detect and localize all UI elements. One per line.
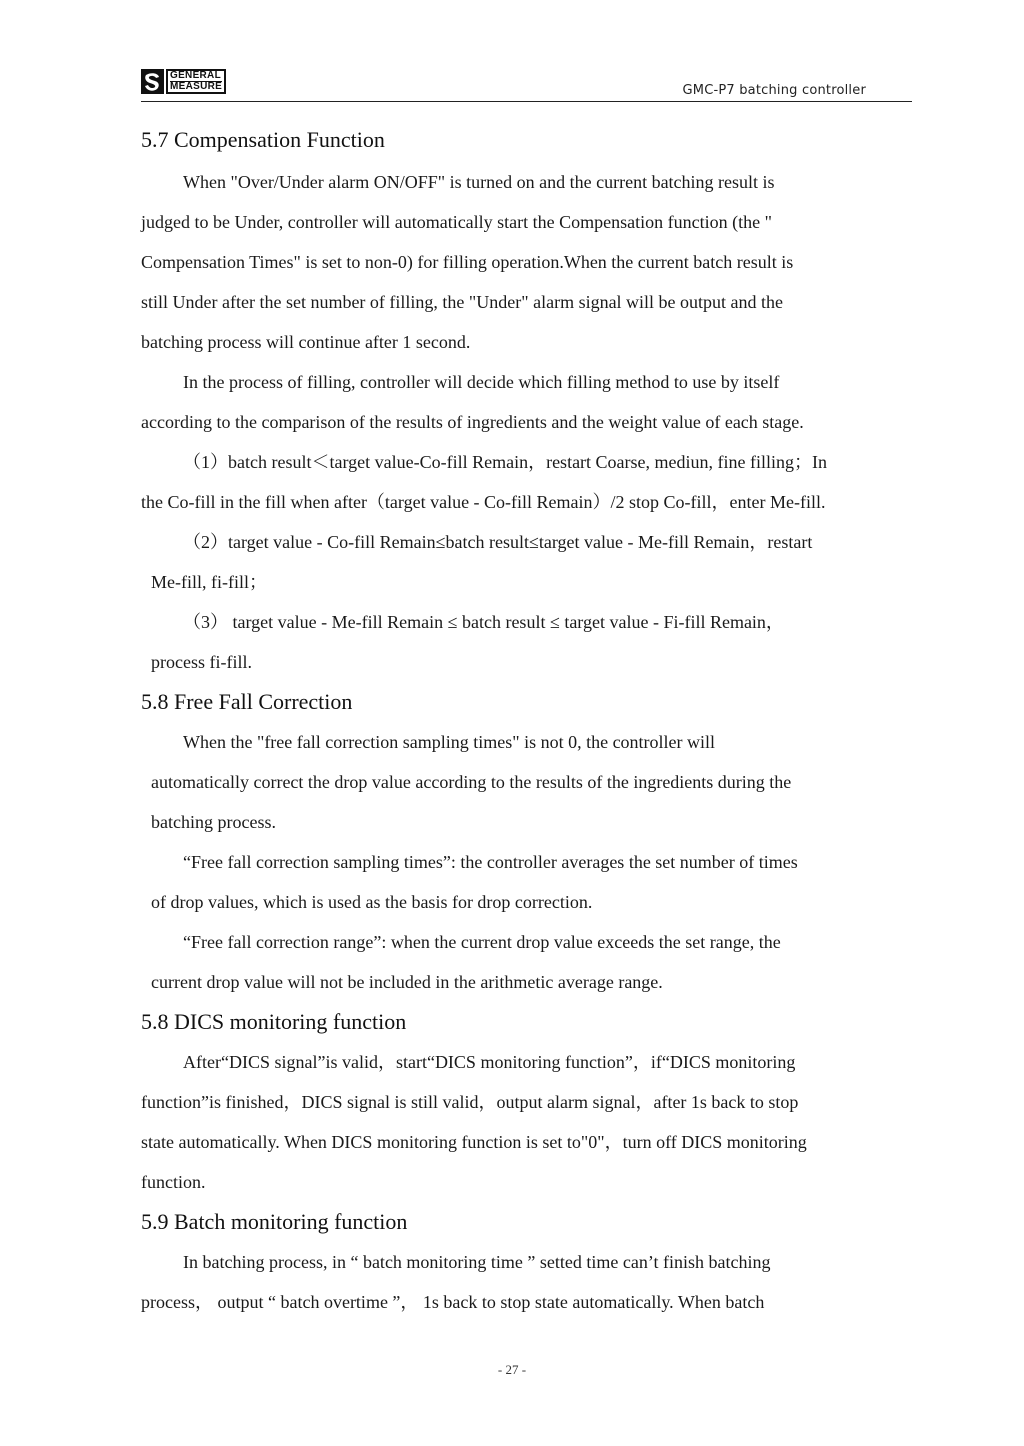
section-heading-5-7: 5.7 Compensation Function: [141, 127, 385, 152]
text-line: （2）target value - Co-fill Remain≤batch result≤target value - Me-fill Remain，restart: [183, 532, 813, 552]
logo-line-measure: MEASURE: [170, 81, 223, 92]
text-line: （3） target value - Me-fill Remain ≤ batch result ≤ target value - Fi-fill Remain，: [183, 612, 784, 632]
text-line: In batching process, in “ batch monitoring time ” setted time can’t finish batching: [183, 1252, 771, 1272]
text-line: current drop value will not be included in the arithmetic average range.: [151, 972, 663, 992]
text-line: Me-fill, fi-fill；: [151, 572, 267, 592]
text-line: “Free fall correction sampling times”: the controller averages the set number of times: [183, 852, 798, 872]
paragraph-batch-monitoring: [141, 1242, 914, 1322]
text-line: （1）batch result＜target value-Co-fill Remain，restart Coarse, mediun, fine filling；In: [183, 452, 828, 472]
section-heading-5-8-free-fall: 5.8 Free Fall Correction: [141, 689, 353, 714]
text-line: function”is finished，DICS signal is still valid，output alarm signal，after 1s back to stop: [141, 1092, 799, 1112]
text-line: process fi-fill.: [151, 652, 252, 672]
text-line: When the "free fall correction sampling times" is not 0, the controller will: [183, 732, 716, 752]
paragraph-filling-method: [141, 362, 914, 442]
running-title: GMC-P7 batching controller: [682, 83, 866, 98]
company-logo: [141, 68, 226, 95]
paragraph-correction-range: [141, 922, 914, 1002]
text-line: When "Over/Under alarm ON/OFF" is turned on and the current batching result is: [183, 172, 775, 192]
general-measure-logo-icon: [141, 69, 164, 94]
list-item-1: [141, 442, 914, 522]
paragraph-dics-monitoring: [141, 1042, 914, 1202]
section-heading-5-9: 5.9 Batch monitoring function: [141, 1209, 408, 1234]
page-header: [141, 68, 912, 102]
list-item-3: [141, 602, 914, 682]
text-line: function.: [141, 1172, 206, 1192]
text-line: Compensation Times" is set to non-0) for filling operation.When the current batch result is: [141, 252, 794, 272]
text-line: according to the comparison of the results of ingredients and the weight value of each stage.: [141, 412, 804, 432]
text-line: batching process.: [151, 812, 276, 832]
text-line: “Free fall correction range”: when the current drop value exceeds the set range, the: [183, 932, 781, 952]
section-heading-5-8-dics: 5.8 DICS monitoring function: [141, 1009, 407, 1034]
paragraph-sampling-times: [141, 842, 914, 922]
text-line: the Co-fill in the fill when after（target value - Co-fill Remain）/2 stop Co-fill，enter Me-fill.: [141, 492, 826, 512]
logo-wordmark: [166, 69, 226, 94]
logo-line-general: GENERAL: [170, 70, 221, 81]
text-line: In the process of filling, controller will decide which filling method to use by itself: [183, 372, 780, 392]
document-body: [141, 120, 914, 1322]
text-line: batching process will continue after 1 second.: [141, 332, 471, 352]
text-line: judged to be Under, controller will automatically start the Compensation function (the ": [141, 212, 772, 232]
text-line: of drop values, which is used as the basis for drop correction.: [151, 892, 593, 912]
list-item-2: [141, 522, 914, 602]
text-line: state automatically. When DICS monitoring function is set to"0"，turn off DICS monitoring: [141, 1132, 807, 1152]
header-divider: [141, 101, 912, 102]
text-line: still Under after the set number of filling, the "Under" alarm signal will be output and the: [141, 292, 784, 312]
paragraph-compensation-intro: [141, 162, 914, 362]
text-line: After“DICS signal”is valid，start“DICS monitoring function”，if“DICS monitoring: [183, 1052, 796, 1072]
text-line: automatically correct the drop value according to the results of the ingredients during the: [151, 772, 792, 792]
paragraph-free-fall-intro: [141, 722, 914, 842]
text-line: process， output “ batch overtime ”， 1s back to stop state automatically. When batch: [141, 1292, 765, 1312]
page-number: - 27 -: [497, 1362, 527, 1377]
